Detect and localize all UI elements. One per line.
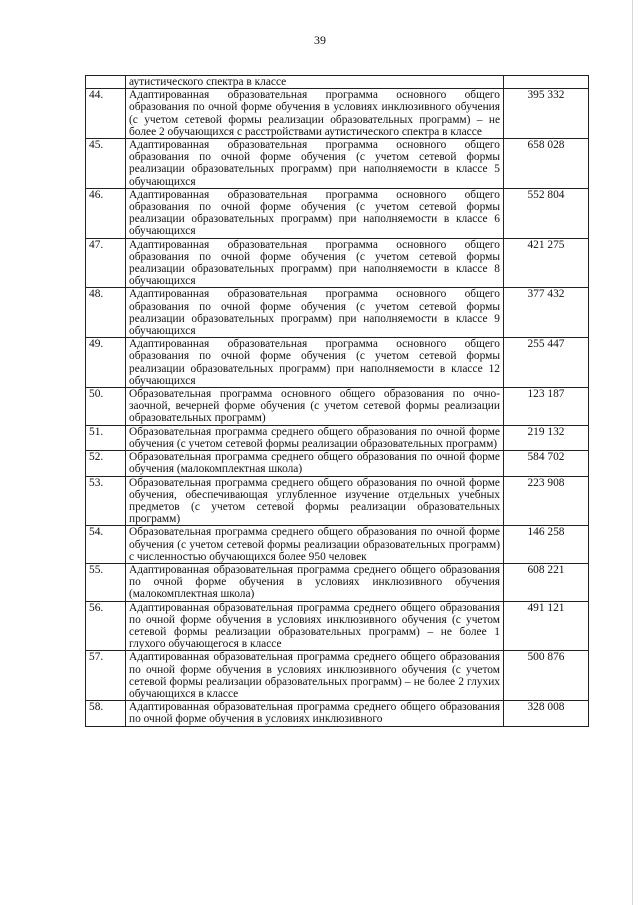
program-description: Образовательная программа среднего общего образования по очной форме обучения, обеспечивающая углубленное изучение отдельных учебных предметов (с учетом сетевой формы реализации образовательных программ) [126, 476, 504, 526]
program-description: Адаптированная образовательная программа основного общего образования по очной форме обучения (с учетом сетевой формы реализации образовательных программ) при наполняемости в классе 9 обучающихся [126, 288, 504, 338]
normative-amount: 608 221 [504, 563, 589, 601]
normative-amount: 377 432 [504, 288, 589, 338]
row-number: 50. [86, 388, 126, 426]
program-description: Адаптированная образовательная программа среднего общего образования по очной форме обучения в условиях инклюзивного [126, 701, 504, 726]
table-row [86, 89, 589, 139]
row-number: 48. [86, 288, 126, 338]
normative-amount: 552 804 [504, 188, 589, 238]
row-number: 57. [86, 651, 126, 701]
row-number: 53. [86, 476, 126, 526]
table-row [86, 451, 589, 476]
page-number: 39 [314, 33, 326, 47]
row-number: 56. [86, 601, 126, 651]
table-row [86, 388, 589, 426]
program-description: Образовательная программа среднего общего образования по очной форме обучения (малокомплектная школа) [126, 451, 504, 476]
normative-amount: 491 121 [504, 601, 589, 651]
program-description: Адаптированная образовательная программа основного общего образования по очной форме обучения (с учетом сетевой формы реализации образовательных программ) при наполняемости в классе 12 обучающихся [126, 338, 504, 388]
normative-amount: 219 132 [504, 425, 589, 450]
table-row [86, 526, 589, 564]
table-row [86, 601, 589, 651]
program-description: Адаптированная образовательная программа основного общего образования по очной форме обучения (с учетом сетевой формы реализации образовательных программ) при наполняемости в классе 5 обучающихся [126, 139, 504, 189]
row-number: 46. [86, 188, 126, 238]
normative-amount: 146 258 [504, 526, 589, 564]
normative-amount: 123 187 [504, 388, 589, 426]
row-number: 55. [86, 563, 126, 601]
normative-amount: 500 876 [504, 651, 589, 701]
row-number: 47. [86, 238, 126, 288]
row-number: 45. [86, 139, 126, 189]
table-row [86, 651, 589, 701]
table-row [86, 188, 589, 238]
table-row [86, 425, 589, 450]
table-row [86, 338, 589, 388]
program-description: аутистического спектра в классе [126, 76, 504, 89]
row-number [86, 76, 126, 89]
tariff-table [85, 75, 589, 727]
table-row [86, 288, 589, 338]
program-description: Адаптированная образовательная программа среднего общего образования по очной форме обучения в условиях инклюзивного обучения (с учетом сетевой формы реализации образовательных программ) – не более 1 глухого обучающегося в классе [126, 601, 504, 651]
row-number: 54. [86, 526, 126, 564]
table-row [86, 563, 589, 601]
table-row [86, 139, 589, 189]
normative-amount [504, 76, 589, 89]
table-row [86, 701, 589, 726]
program-description: Адаптированная образовательная программа основного общего образования по очной форме обучения (с учетом сетевой формы реализации образовательных программ) при наполняемости в классе 8 обучающихся [126, 238, 504, 288]
normative-amount: 658 028 [504, 139, 589, 189]
program-description: Образовательная программа основного общего образования по очно-заочной, вечерней форме обучения (с учетом сетевой формы реализации образовательных программ) [126, 388, 504, 426]
program-description: Адаптированная образовательная программа основного общего образования по очной форме обучения в условиях инклюзивного обучения (с учетом сетевой формы реализации образовательных программ) – не более 2 обучающихся с расстройствами аутистического спектра в классе [126, 89, 504, 139]
normative-amount: 255 447 [504, 338, 589, 388]
normative-amount: 421 275 [504, 238, 589, 288]
program-description: Адаптированная образовательная программа основного общего образования по очной форме обучения (с учетом сетевой формы реализации образовательных программ) при наполняемости в классе 6 обучающихся [126, 188, 504, 238]
program-description: Адаптированная образовательная программа среднего общего образования по очной форме обучения в условиях инклюзивного обучения (малокомплектная школа) [126, 563, 504, 601]
table-row [86, 76, 589, 89]
program-description: Образовательная программа среднего общего образования по очной форме обучения (с учетом сетевой формы реализации образовательных программ) [126, 425, 504, 450]
normative-amount: 223 908 [504, 476, 589, 526]
page-edge-line [632, 0, 633, 905]
normative-amount: 584 702 [504, 451, 589, 476]
row-number: 52. [86, 451, 126, 476]
table-row [86, 238, 589, 288]
row-number: 51. [86, 425, 126, 450]
row-number: 58. [86, 701, 126, 726]
program-description: Образовательная программа среднего общего образования по очной форме обучения (с учетом сетевой формы реализации образовательных программ) с численностью обучающихся более 950 человек [126, 526, 504, 564]
normative-amount: 328 008 [504, 701, 589, 726]
table-row [86, 476, 589, 526]
normative-amount: 395 332 [504, 89, 589, 139]
row-number: 44. [86, 89, 126, 139]
program-description: Адаптированная образовательная программа среднего общего образования по очной форме обучения в условиях инклюзивного обучения (с учетом сетевой формы реализации образовательных программ) – не более 2 глухих обучающихся в классе [126, 651, 504, 701]
row-number: 49. [86, 338, 126, 388]
